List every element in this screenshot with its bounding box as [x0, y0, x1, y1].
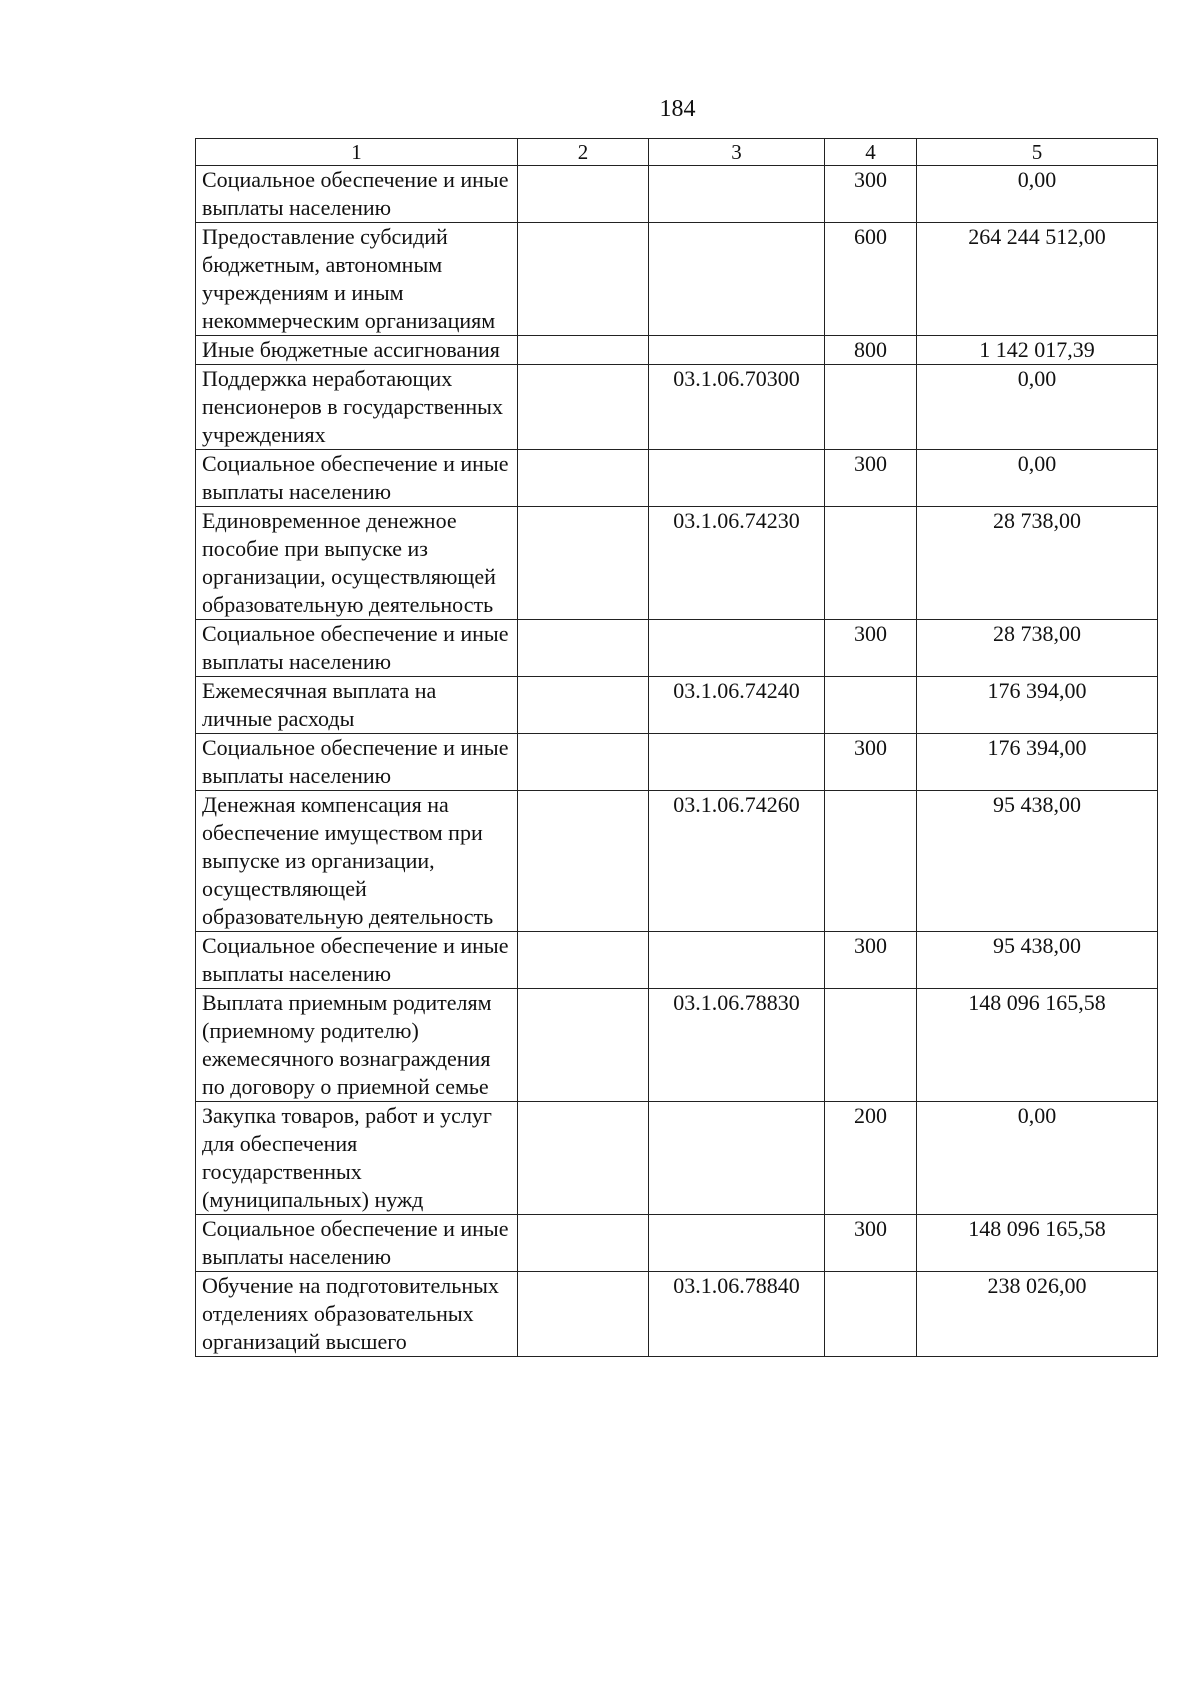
- row-col2-cell: [518, 166, 649, 223]
- row-name-cell: Закупка товаров, работ и услуг для обеспечения государственных (муниципальных) нужд: [196, 1102, 518, 1215]
- row-col2-cell: [518, 450, 649, 507]
- row-name-cell: Единовременное денежное пособие при выпуске из организации, осуществляющей образовательную деятельность: [196, 507, 518, 620]
- table-row: [196, 365, 1158, 450]
- row-amount-cell: 238 026,00: [917, 1272, 1158, 1357]
- row-kind-cell: 300: [825, 620, 917, 677]
- row-kind-cell: 600: [825, 223, 917, 336]
- row-kind-cell: [825, 365, 917, 450]
- table-row: [196, 932, 1158, 989]
- row-kind-cell: 300: [825, 450, 917, 507]
- row-col2-cell: [518, 1102, 649, 1215]
- header-col-3: 3: [649, 139, 825, 166]
- row-col2-cell: [518, 932, 649, 989]
- row-name-cell: Социальное обеспечение и иные выплаты населению: [196, 166, 518, 223]
- row-amount-cell: 28 738,00: [917, 507, 1158, 620]
- row-code-cell: [649, 223, 825, 336]
- row-amount-cell: 148 096 165,58: [917, 1215, 1158, 1272]
- table-row: [196, 620, 1158, 677]
- row-name-cell: Обучение на подготовительных отделениях образовательных организаций высшего: [196, 1272, 518, 1357]
- header-row: [196, 139, 1158, 166]
- row-kind-cell: 300: [825, 932, 917, 989]
- row-col2-cell: [518, 336, 649, 365]
- table-body: [196, 166, 1158, 1357]
- row-code-cell: [649, 932, 825, 989]
- row-code-cell: 03.1.06.78840: [649, 1272, 825, 1357]
- row-col2-cell: [518, 620, 649, 677]
- row-col2-cell: [518, 365, 649, 450]
- budget-table: [195, 138, 1158, 1357]
- table-row: [196, 1272, 1158, 1357]
- table-row: [196, 507, 1158, 620]
- row-col2-cell: [518, 1215, 649, 1272]
- row-amount-cell: 0,00: [917, 166, 1158, 223]
- row-kind-cell: [825, 1272, 917, 1357]
- row-name-cell: Ежемесячная выплата на личные расходы: [196, 677, 518, 734]
- row-name-cell: Денежная компенсация на обеспечение имуществом при выпуске из организации, осуществляющей образовательную деятельность: [196, 791, 518, 932]
- row-amount-cell: 176 394,00: [917, 734, 1158, 791]
- page-number: 184: [659, 96, 696, 122]
- row-name-cell: Социальное обеспечение и иные выплаты населению: [196, 450, 518, 507]
- row-kind-cell: 800: [825, 336, 917, 365]
- table-row: [196, 734, 1158, 791]
- row-code-cell: [649, 1102, 825, 1215]
- row-amount-cell: 264 244 512,00: [917, 223, 1158, 336]
- row-name-cell: Социальное обеспечение и иные выплаты населению: [196, 734, 518, 791]
- row-amount-cell: 0,00: [917, 1102, 1158, 1215]
- row-code-cell: [649, 1215, 825, 1272]
- row-amount-cell: 28 738,00: [917, 620, 1158, 677]
- row-code-cell: 03.1.06.78830: [649, 989, 825, 1102]
- row-name-cell: Социальное обеспечение и иные выплаты населению: [196, 620, 518, 677]
- row-amount-cell: 95 438,00: [917, 932, 1158, 989]
- table-row: [196, 1102, 1158, 1215]
- row-code-cell: 03.1.06.74230: [649, 507, 825, 620]
- row-kind-cell: 300: [825, 166, 917, 223]
- table-row: [196, 677, 1158, 734]
- row-col2-cell: [518, 989, 649, 1102]
- row-name-cell: Предоставление субсидий бюджетным, автономным учреждениям и иным некоммерческим организациям: [196, 223, 518, 336]
- table-row: [196, 450, 1158, 507]
- row-code-cell: 03.1.06.74240: [649, 677, 825, 734]
- row-name-cell: Иные бюджетные ассигнования: [196, 336, 518, 365]
- row-code-cell: 03.1.06.70300: [649, 365, 825, 450]
- row-code-cell: [649, 620, 825, 677]
- row-name-cell: Социальное обеспечение и иные выплаты населению: [196, 932, 518, 989]
- row-amount-cell: 1 142 017,39: [917, 336, 1158, 365]
- table-row: [196, 791, 1158, 932]
- row-code-cell: 03.1.06.74260: [649, 791, 825, 932]
- table-row: [196, 166, 1158, 223]
- row-name-cell: Выплата приемным родителям (приемному родителю) ежемесячного вознаграждения по договору о приемной семье: [196, 989, 518, 1102]
- row-kind-cell: [825, 989, 917, 1102]
- row-code-cell: [649, 734, 825, 791]
- row-code-cell: [649, 450, 825, 507]
- header-col-5: 5: [917, 139, 1158, 166]
- row-name-cell: Поддержка неработающих пенсионеров в государственных учреждениях: [196, 365, 518, 450]
- row-code-cell: [649, 336, 825, 365]
- row-col2-cell: [518, 507, 649, 620]
- row-col2-cell: [518, 1272, 649, 1357]
- header-col-2: 2: [518, 139, 649, 166]
- header-col-4: 4: [825, 139, 917, 166]
- table-row: [196, 989, 1158, 1102]
- row-kind-cell: [825, 507, 917, 620]
- row-col2-cell: [518, 677, 649, 734]
- row-amount-cell: 0,00: [917, 365, 1158, 450]
- header-col-1: 1: [196, 139, 518, 166]
- row-amount-cell: 95 438,00: [917, 791, 1158, 932]
- table-row: [196, 223, 1158, 336]
- row-code-cell: [649, 166, 825, 223]
- row-amount-cell: 148 096 165,58: [917, 989, 1158, 1102]
- row-kind-cell: [825, 677, 917, 734]
- table-row: [196, 1215, 1158, 1272]
- row-kind-cell: 300: [825, 734, 917, 791]
- row-kind-cell: 200: [825, 1102, 917, 1215]
- row-col2-cell: [518, 791, 649, 932]
- row-name-cell: Социальное обеспечение и иные выплаты населению: [196, 1215, 518, 1272]
- row-kind-cell: 300: [825, 1215, 917, 1272]
- row-amount-cell: 0,00: [917, 450, 1158, 507]
- row-amount-cell: 176 394,00: [917, 677, 1158, 734]
- row-kind-cell: [825, 791, 917, 932]
- row-col2-cell: [518, 734, 649, 791]
- table-row: [196, 336, 1158, 365]
- row-col2-cell: [518, 223, 649, 336]
